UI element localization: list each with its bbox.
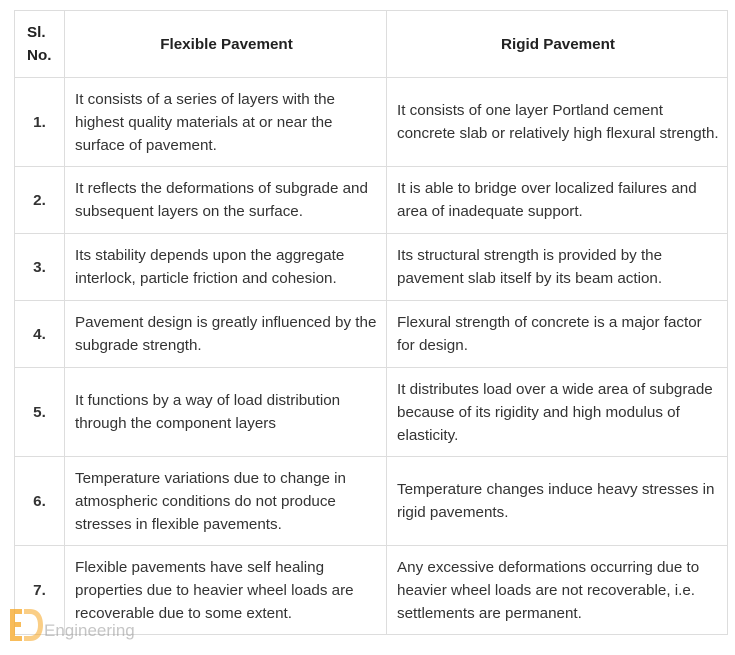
row-number: 7. (15, 546, 65, 635)
rigid-cell: Flexural strength of concrete is a major factor for design. (387, 301, 728, 368)
table-row (15, 301, 728, 368)
watermark-text: Engineering (44, 621, 135, 640)
row-number: 4. (15, 301, 65, 368)
rigid-cell: Its structural strength is provided by the pavement slab itself by its beam action. (387, 234, 728, 301)
flexible-cell: Temperature variations due to change in atmospheric conditions do not produce stresses in flexible pavements. (65, 457, 387, 546)
flexible-cell: Pavement design is greatly influenced by the subgrade strength. (65, 301, 387, 368)
table-row (15, 78, 728, 167)
row-number: 6. (15, 457, 65, 546)
rigid-cell: Temperature changes induce heavy stresses in rigid pavements. (387, 457, 728, 546)
header-sl-no-line1: Sl. (27, 24, 46, 41)
row-number: 2. (15, 167, 65, 234)
row-number: 3. (15, 234, 65, 301)
header-sl-no (15, 11, 65, 78)
flexible-cell: Flexible pavements have self healing properties due to heavier wheel loads are recoverable due to some extent. (65, 546, 387, 635)
flexible-cell: It reflects the deformations of subgrade and subsequent layers on the surface. (65, 167, 387, 234)
flexible-cell: It functions by a way of load distribution through the component layers (65, 368, 387, 457)
table-row (15, 234, 728, 301)
table-row (15, 546, 728, 635)
table-row (15, 167, 728, 234)
flexible-cell: It consists of a series of layers with the highest quality materials at or near the surface of pavement. (65, 78, 387, 167)
pavement-comparison-table (14, 10, 728, 635)
table-row (15, 368, 728, 457)
rigid-cell: It consists of one layer Portland cement concrete slab or relatively high flexural strength. (387, 78, 728, 167)
rigid-cell: It is able to bridge over localized failures and area of inadequate support. (387, 167, 728, 234)
row-number: 5. (15, 368, 65, 457)
row-number: 1. (15, 78, 65, 167)
rigid-cell: It distributes load over a wide area of subgrade because of its rigidity and high modulus of elasticity. (387, 368, 728, 457)
header-flexible-pavement: Flexible Pavement (65, 11, 387, 78)
flexible-cell: Its stability depends upon the aggregate interlock, particle friction and cohesion. (65, 234, 387, 301)
header-sl-no-line2: No. (27, 47, 52, 64)
header-rigid-pavement: Rigid Pavement (387, 11, 728, 78)
table-row (15, 457, 728, 546)
table-header-row (15, 11, 728, 78)
rigid-cell: Any excessive deformations occurring due to heavier wheel loads are not recoverable, i.e. settlements are permanent. (387, 546, 728, 635)
